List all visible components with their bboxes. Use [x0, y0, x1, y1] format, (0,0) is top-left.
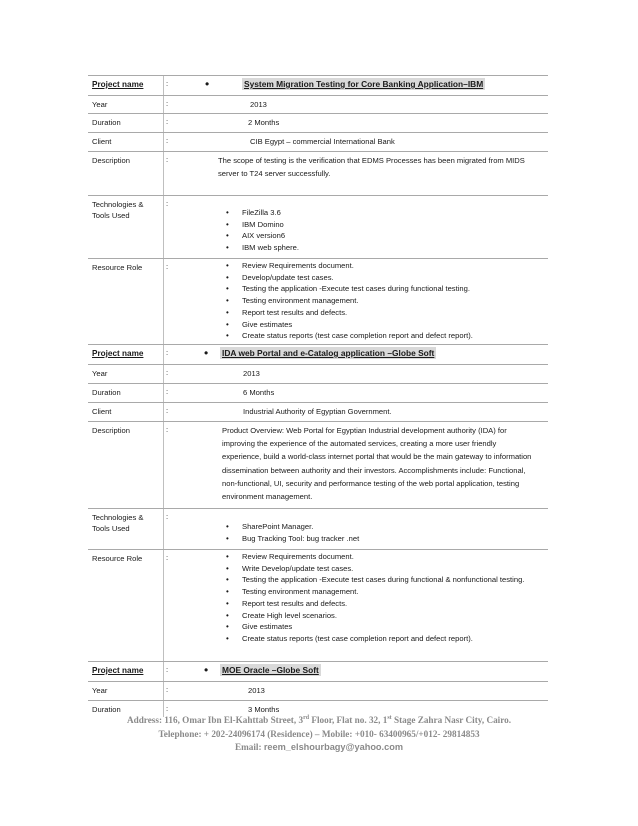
colon: :	[166, 136, 169, 145]
bullet-icon: •	[226, 261, 229, 270]
list-item: • IBM web sphere.	[226, 243, 299, 253]
bullet-icon: •	[226, 243, 229, 253]
year-row	[88, 96, 548, 114]
colon: :	[166, 262, 169, 271]
client-row	[88, 133, 548, 152]
page-footer	[0, 712, 638, 755]
list-item: • Bug Tracking Tool: bug tracker .net	[226, 533, 360, 543]
project-title: MOE Oracle –Globe Soft	[222, 665, 319, 675]
list-item: • Testing the application -Execute test cases during functional testing.	[226, 284, 470, 294]
tech-label: Technologies & Tools Used	[92, 200, 144, 220]
description-label: Description	[92, 426, 130, 435]
year-value: 2013	[243, 369, 260, 378]
list-item: • Testing environment management.	[226, 587, 359, 597]
colon: :	[166, 512, 169, 521]
duration-label: Duration	[92, 388, 121, 397]
bullet-icon: •	[226, 219, 229, 229]
role-list	[226, 260, 548, 342]
tech-row	[88, 509, 548, 550]
list-item: • Report test results and defects.	[226, 307, 348, 317]
year-row	[88, 365, 548, 384]
email-line: Email: reem_elshourbagy@yahoo.com	[234, 742, 403, 753]
duration-row	[88, 114, 548, 133]
client-label: Client	[92, 137, 112, 146]
role-label: Resource Role	[92, 263, 143, 272]
colon: :	[166, 553, 169, 562]
list-item: • Create status reports (test case completion report and defect report).	[226, 331, 473, 341]
description-row	[88, 152, 548, 196]
tech-list	[226, 207, 548, 254]
list-item: • IBM Domino	[226, 219, 284, 229]
role-row	[88, 550, 548, 662]
project-name-label: Project name	[92, 349, 144, 358]
resume-project-table	[88, 75, 548, 717]
bullet-icon: •	[226, 296, 229, 306]
year-label: Year	[92, 100, 108, 109]
list-item: • FileZilla 3.6	[226, 208, 281, 217]
client-label: Client	[92, 407, 112, 416]
description-text: The scope of testing is the verification that EDMS Processes has been migrated from MIDS server to T24 server successfully.	[218, 156, 525, 179]
bullet-icon: •	[226, 552, 229, 561]
tech-list	[226, 521, 548, 544]
bullet-icon: •	[226, 575, 229, 585]
list-item: • Give estimates	[226, 319, 293, 329]
list-item: • Review Requirements document.	[226, 552, 354, 561]
colon: :	[166, 99, 169, 108]
colon: :	[166, 79, 169, 88]
tech-label: Technologies & Tools Used	[92, 513, 144, 533]
duration-row	[88, 384, 548, 403]
duration-value: 3 Months	[248, 705, 280, 714]
colon: :	[166, 704, 169, 713]
colon: :	[166, 406, 169, 415]
bullet-icon: •	[226, 610, 229, 620]
bullet-icon: •	[226, 533, 229, 543]
year-row	[88, 682, 548, 701]
bullet-icon: •	[226, 208, 229, 217]
year-value: 2013	[248, 686, 265, 695]
project-title: System Migration Testing for Core Banking Application–IBM	[244, 79, 484, 89]
list-item: • Develop/update test cases.	[226, 272, 334, 282]
list-item: • SharePoint Manager.	[226, 522, 314, 531]
duration-value: 2 Months	[248, 118, 280, 127]
year-label: Year	[92, 686, 108, 695]
bullet-icon: •	[226, 633, 229, 643]
project-name-row	[88, 662, 548, 682]
list-item: • Testing the application -Execute test cases during functional & nonfunctional testing.	[226, 575, 525, 585]
project-name-label: Project name	[92, 80, 144, 89]
bullet-icon: •	[226, 284, 229, 294]
colon: :	[166, 665, 169, 674]
bullet-icon: •	[226, 598, 229, 608]
bullet-icon: •	[226, 563, 229, 573]
address-line: Address: 116, Omar Ibn El-Kahttab Street, 3rd Floor, Flat no. 32, 1st Stage Zahra Nasr City, Cairo.	[126, 715, 512, 726]
duration-label: Duration	[92, 118, 121, 127]
project-name-row	[88, 75, 548, 96]
bullet-icon: •	[226, 319, 229, 329]
bullet-icon: •	[226, 231, 229, 241]
colon: :	[166, 685, 169, 694]
role-label: Resource Role	[92, 554, 143, 563]
project-title: IDA web Portal and e-Catalog application –Globe Soft	[222, 348, 435, 358]
description-label: Description	[92, 156, 130, 165]
list-item: • Testing environment management.	[226, 296, 359, 306]
bullet-icon: •	[205, 77, 210, 91]
bullet-icon: •	[226, 622, 229, 632]
colon: :	[166, 387, 169, 396]
telephone-line: Telephone: + 202-24096174 (Residence) – Mobile: +010- 63400965/+012- 29814853	[158, 728, 480, 739]
duration-label: Duration	[92, 705, 121, 714]
bullet-icon: •	[226, 307, 229, 317]
bullet-icon: •	[226, 522, 229, 531]
colon: :	[166, 155, 169, 164]
client-row	[88, 403, 548, 422]
bullet-icon: •	[226, 587, 229, 597]
project-name-label: Project name	[92, 666, 144, 675]
description-text: Product Overview: Web Portal for Egyptian Industrial development authority (IDA) for improving the experience of the automated services, creating a more user friendly experience, build a world-class internet portal that would be the main gateway to information dissemination between authority and their investors. Accomplishments include: Functional, non-functional, UI, security and performance testing of the web portal application, testing environment management.	[222, 426, 532, 502]
client-value: CIB Egypt – commercial International Bank	[250, 137, 395, 146]
bullet-icon: •	[204, 346, 209, 360]
list-item: • Create High level scenarios.	[226, 610, 337, 620]
list-item: • Write Develop/update test cases.	[226, 563, 354, 573]
list-item: • Give estimates	[226, 622, 293, 632]
description-row	[88, 422, 548, 509]
colon: :	[166, 199, 169, 208]
email-link[interactable]: reem_elshourbagy@yahoo.com	[263, 742, 403, 753]
colon: :	[166, 425, 169, 434]
tech-row	[88, 196, 548, 259]
list-item: • Report test results and defects.	[226, 598, 348, 608]
colon: :	[166, 348, 169, 357]
colon: :	[166, 117, 169, 126]
duration-value: 6 Months	[243, 388, 275, 397]
project-name-row	[88, 345, 548, 365]
role-list	[226, 551, 548, 645]
client-value: Industrial Authority of Egyptian Government.	[243, 407, 392, 416]
bullet-icon: •	[226, 272, 229, 282]
role-row	[88, 259, 548, 345]
year-value: 2013	[250, 100, 267, 109]
bullet-icon: •	[226, 331, 229, 341]
year-label: Year	[92, 369, 108, 378]
list-item: • AIX version6	[226, 231, 286, 241]
list-item: • Create status reports (test case completion report and defect report).	[226, 633, 473, 643]
colon: :	[166, 368, 169, 377]
bullet-icon: •	[204, 663, 209, 677]
list-item: • Review Requirements document.	[226, 261, 354, 270]
